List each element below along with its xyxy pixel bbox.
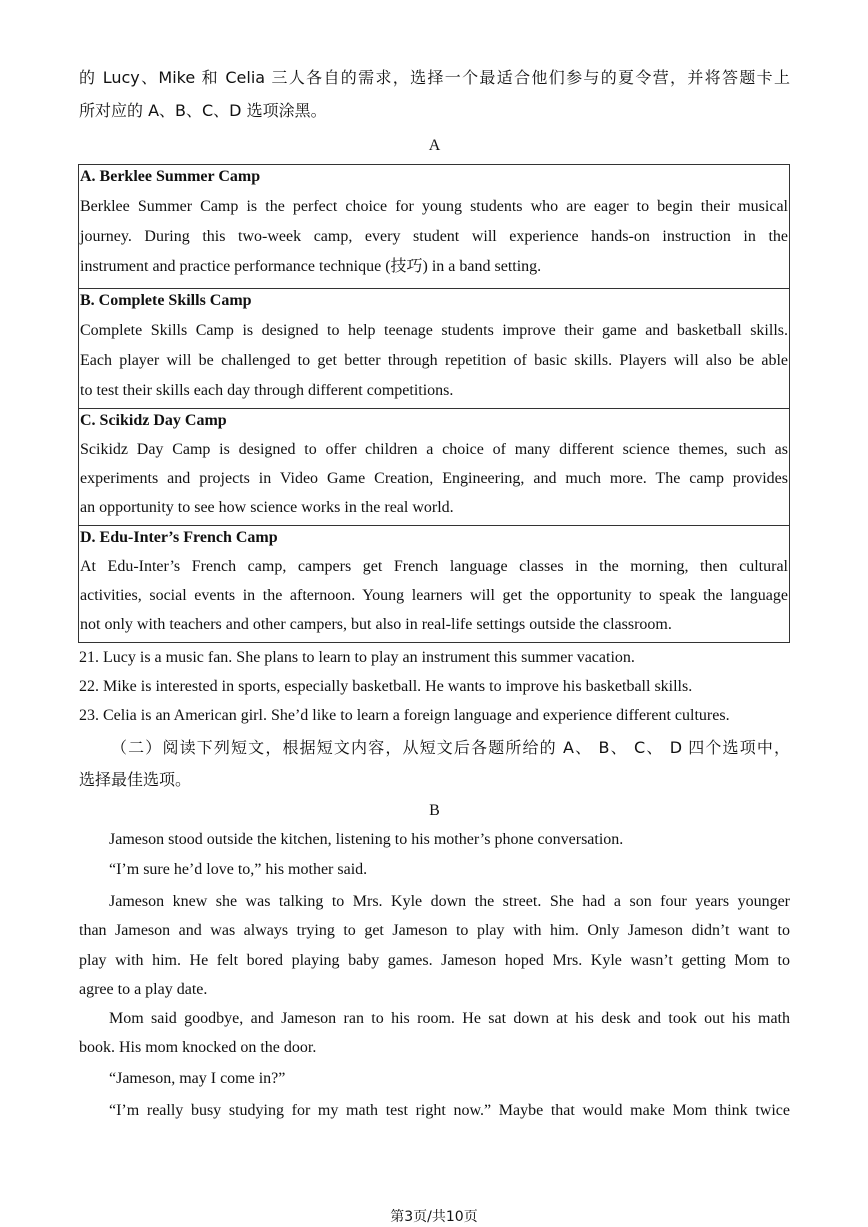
camp-title: B. Complete Skills Camp: [80, 292, 252, 309]
passage-paragraph-line: than Jameson and was always trying to get Jameson to play with him. Only Jameson didn’t want to: [79, 922, 790, 939]
camp-desc-line: not only with teachers and other campers, but also in real-life settings outside the classroom.: [80, 616, 672, 633]
question-22: 22. Mike is interested in sports, especially basketball. He wants to improve his basketball skills.: [79, 678, 693, 695]
passage-paragraph-line: book. His mom knocked on the door.: [79, 1039, 317, 1056]
passage-paragraph-line: “I’m really busy studying for my math test right now.” Maybe that would make Mom think twice: [109, 1102, 790, 1119]
camp-desc-line: journey. During this two-week camp, every student will experience hands-on instruction in the: [80, 228, 788, 245]
passage-paragraph-line: play with him. He felt bored playing baby games. Jameson hoped Mrs. Kyle wasn’t getting Mom to: [79, 952, 790, 969]
camp-desc-line: Scikidz Day Camp is designed to offer children a choice of many different science themes, such as: [80, 441, 788, 458]
camp-title: D. Edu-Inter’s French Camp: [80, 529, 278, 546]
camp-desc-line: Complete Skills Camp is designed to help teenage students improve their game and basketball skills.: [80, 322, 788, 339]
section-b-label: B: [429, 802, 440, 819]
camp-desc-line: At Edu-Inter’s French camp, campers get French language classes in the morning, then cultural: [80, 558, 788, 575]
camp-desc-line: Each player will be challenged to get better through repetition of basic skills. Players will also be able: [80, 352, 788, 369]
camp-row: [79, 289, 790, 409]
section-a-label: A: [428, 137, 441, 154]
intro-line-1: 的 Lucy、Mike 和 Celia 三人各自的需求，选择一个最适合他们参与的夏令营，并将答题卡上: [79, 68, 790, 87]
camp-desc-line: experiments and projects in Video Game Creation, Engineering, and much more. The camp provides: [80, 470, 788, 487]
camps-table: [78, 164, 790, 643]
section-2-line-1: （二）阅读下列短文，根据短文内容，从短文后各题所给的 A、 B、 C、 D 四个选项中，: [111, 738, 790, 757]
question-21: 21. Lucy is a music fan. She plans to learn to play an instrument this summer vacation.: [79, 649, 635, 666]
passage-paragraph-line: Mom said goodbye, and Jameson ran to his room. He sat down at his desk and took out his math: [109, 1010, 790, 1027]
passage-paragraph-line: “Jameson, may I come in?”: [109, 1070, 286, 1087]
camp-title: A. Berklee Summer Camp: [80, 168, 261, 185]
camp-desc-line: to test their skills each day through different competitions.: [80, 382, 454, 399]
camp-row: [79, 165, 790, 289]
page-number: 第3页/共10页: [390, 1209, 478, 1225]
camp-desc-line: activities, social events in the afternoon. Young learners will get the opportunity to speak the language: [80, 587, 788, 604]
camp-row: [79, 409, 790, 526]
passage-paragraph-line: Jameson knew she was talking to Mrs. Kyle down the street. She had a son four years younger: [109, 893, 790, 910]
passage-paragraph-line: “I’m sure he’d love to,” his mother said.: [109, 861, 368, 878]
question-23: 23. Celia is an American girl. She’d like to learn a foreign language and experience different cultures.: [79, 707, 730, 724]
camp-title: C. Scikidz Day Camp: [80, 412, 227, 429]
section-2-line-2: 选择最佳选项。: [79, 770, 192, 789]
camp-desc-line: instrument and practice performance technique (技巧) in a band setting.: [80, 258, 542, 275]
intro-line-2: 所对应的 A、B、C、D 选项涂黑。: [79, 101, 327, 120]
passage-paragraph-line: Jameson stood outside the kitchen, listening to his mother’s phone conversation.: [109, 831, 624, 848]
camp-desc-line: Berklee Summer Camp is the perfect choice for young students who are eager to begin their musical: [80, 198, 788, 215]
camp-desc-line: an opportunity to see how science works in the real world.: [80, 499, 454, 516]
camp-row: [79, 526, 790, 643]
passage-paragraph-line: agree to a play date.: [79, 981, 208, 998]
